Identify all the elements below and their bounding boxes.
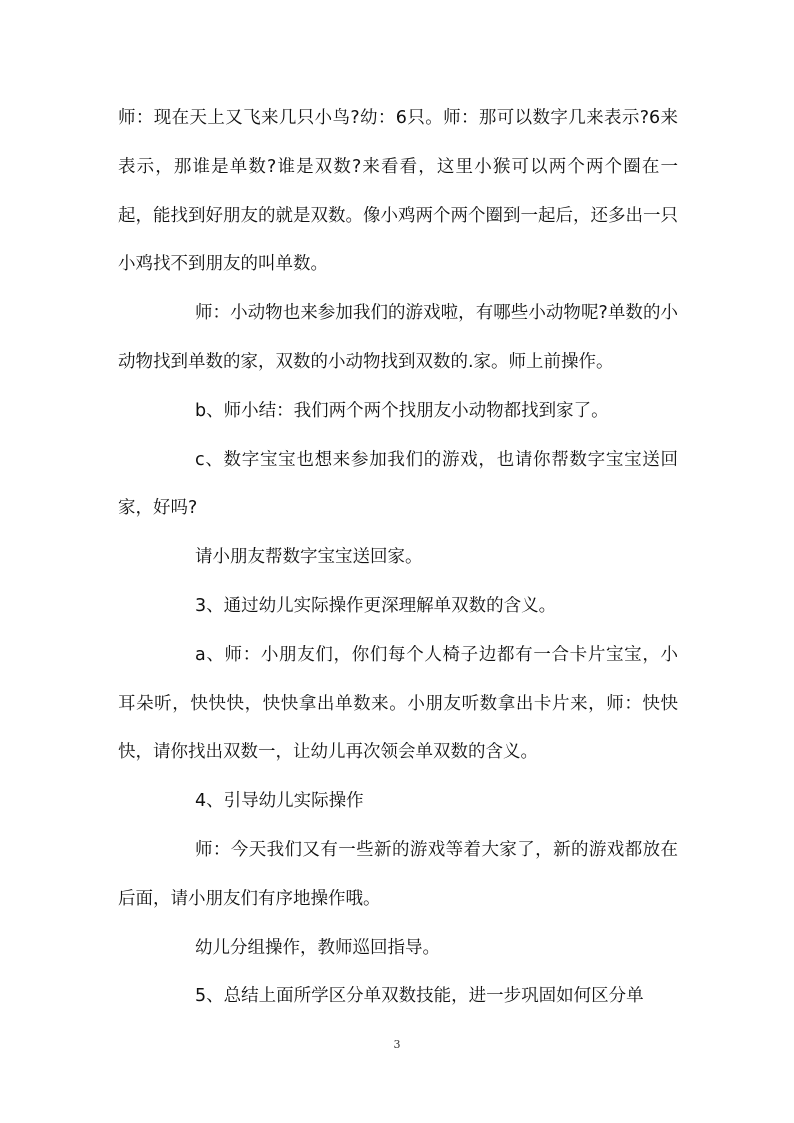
paragraph-4: c、数字宝宝也想来参加我们的游戏，也请你帮数字宝宝送回家，好吗? bbox=[118, 449, 678, 519]
paragraph-2: 师：小动物也来参加我们的游戏啦，有哪些小动物呢?单数的小动物找到单数的家，双数的小动物找到双数的.家。师上前操作。 bbox=[118, 303, 678, 372]
paragraph-5: 请小朋友帮数字宝宝送回家。 bbox=[195, 547, 423, 568]
paragraph-10: 幼儿分组操作，教师巡回指导。 bbox=[195, 937, 440, 958]
document-body bbox=[118, 94, 678, 1021]
page-number: 3 bbox=[393, 1038, 401, 1051]
paragraph-9: 师：今天我们又有一些新的游戏等着大家了，新的游戏都放在后面，请小朋友们有序地操作哦。 bbox=[118, 839, 678, 909]
paragraph-7: a、师：小朋友们，你们每个人椅子边都有一合卡片宝宝，小耳朵听，快快快，快快拿出单数来。小朋友听数拿出卡片来，师：快快快，请你找出双数一，让幼儿再次领会单双数的含义。 bbox=[118, 644, 678, 763]
paragraph-3: b、师小结：我们两个两个找朋友小动物都找到家了。 bbox=[195, 400, 609, 421]
paragraph-6: 3、通过幼儿实际操作更深理解单双数的含义。 bbox=[195, 595, 557, 616]
paragraph-8: 4、引导幼儿实际操作 bbox=[195, 791, 364, 812]
paragraph-11: 5、总结上面所学区分单双数技能，进一步巩固如何区分单 bbox=[195, 986, 644, 1007]
paragraph-1: 师：现在天上又飞来几只小鸟?幼：6只。师：那可以数字几来表示?6来表示，那谁是单数?谁是双数?来看看，这里小猴可以两个两个圈在一起，能找到好朋友的就是双数。像小鸡两个两个圈到一起后，还多出一只小鸡找不到朋友的叫单数。 bbox=[118, 108, 678, 275]
